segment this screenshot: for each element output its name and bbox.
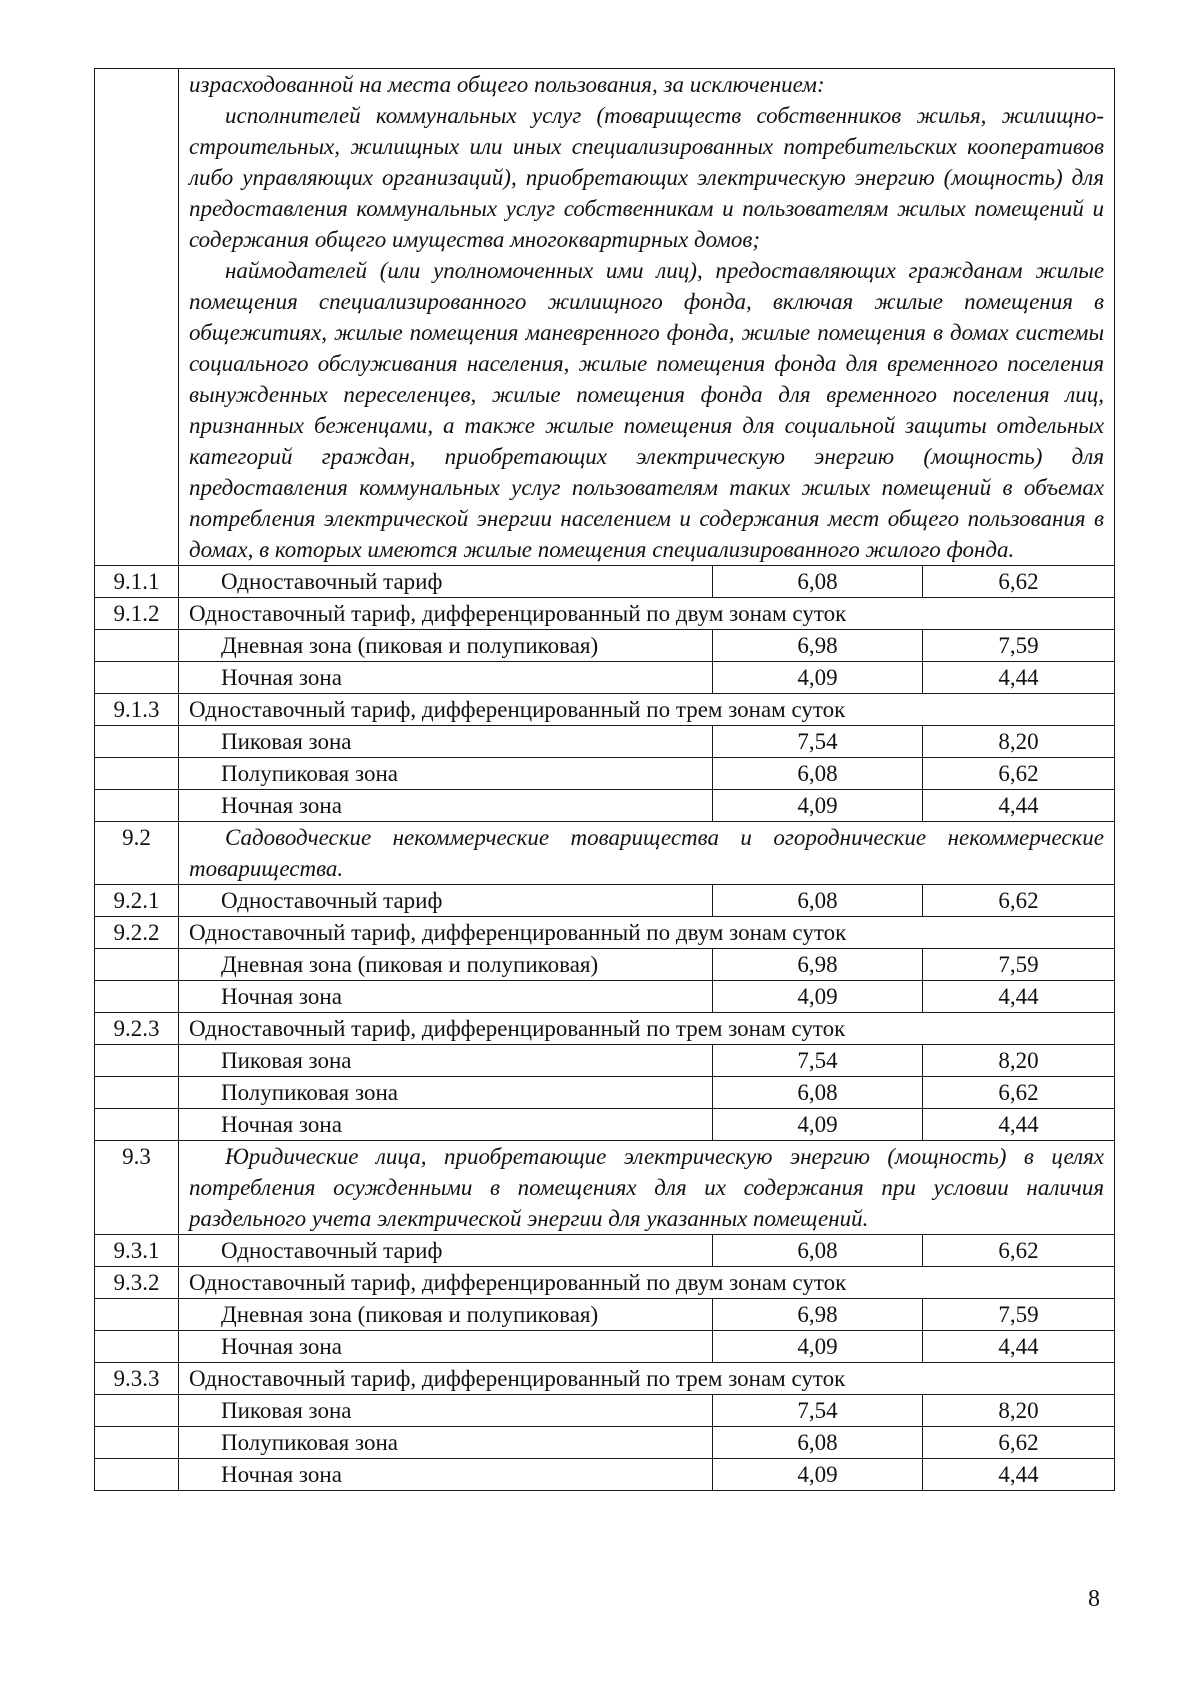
tariff-row xyxy=(95,1459,1115,1491)
row-number xyxy=(95,630,179,662)
tariff-group-label: Одноставочный тариф, дифференцированный по трем зонам суток xyxy=(179,1363,1115,1395)
tariff-value-2: 8,20 xyxy=(923,726,1115,758)
tariff-value-1: 7,54 xyxy=(713,726,923,758)
tariff-row xyxy=(95,566,1115,598)
tariff-value-2: 6,62 xyxy=(923,1235,1115,1267)
intro-paragraph-3: наймодателей (или уполномоченных ими лиц), предоставляющих гражданам жилые помещения специализированного жилищного фонда, включая жилые помещения в общежитиях, жилые помещения маневренного фонда, жилые помещения в домах системы социального обслуживания населения, жилые помещения фонда для временного поселения вынужденных переселенцев, жилые помещения фонда для временного поселения лиц, признанных беженцами, а также жилые помещения для социальной защиты отдельных категорий граждан, приобретающих электрическую энергию (мощность) для предоставления коммунальных услуг пользователям таких жилых помещений в объемах потребления электрической энергии населением и содержания мест общего пользования в домах, в которых имеются жилые помещения специализированного жилого фонда. xyxy=(189,258,1105,562)
section-header-row xyxy=(95,822,1115,885)
tariff-label: Ночная зона xyxy=(179,662,713,694)
tariff-value-1: 4,09 xyxy=(713,1459,923,1491)
tariff-value-1: 6,08 xyxy=(713,1427,923,1459)
row-number: 9.3.2 xyxy=(95,1267,179,1299)
row-number: 9.1.3 xyxy=(95,694,179,726)
tariff-value-2: 7,59 xyxy=(923,949,1115,981)
row-number xyxy=(95,1427,179,1459)
row-number xyxy=(95,1459,179,1491)
tariff-label: Одноставочный тариф xyxy=(179,566,713,598)
row-number xyxy=(95,949,179,981)
tariff-row xyxy=(95,662,1115,694)
tariff-value-2: 4,44 xyxy=(923,1109,1115,1141)
tariff-value-1: 6,08 xyxy=(713,885,923,917)
tariff-value-2: 6,62 xyxy=(923,566,1115,598)
intro-text-cell xyxy=(179,69,1115,566)
section-title-cell xyxy=(179,1141,1115,1235)
tariff-label: Ночная зона xyxy=(179,1109,713,1141)
tariff-label: Ночная зона xyxy=(179,1331,713,1363)
tariff-value-2: 4,44 xyxy=(923,981,1115,1013)
tariff-value-1: 4,09 xyxy=(713,981,923,1013)
tariff-row xyxy=(95,630,1115,662)
tariff-value-1: 6,08 xyxy=(713,566,923,598)
row-number xyxy=(95,1299,179,1331)
tariff-value-2: 8,20 xyxy=(923,1395,1115,1427)
tariff-group-label: Одноставочный тариф, дифференцированный по двум зонам суток xyxy=(179,598,1115,630)
tariff-label: Одноставочный тариф xyxy=(179,1235,713,1267)
tariff-value-2: 8,20 xyxy=(923,1045,1115,1077)
tariff-group-label: Одноставочный тариф, дифференцированный по трем зонам суток xyxy=(179,694,1115,726)
section-header-row xyxy=(95,1141,1115,1235)
row-number: 9.3.1 xyxy=(95,1235,179,1267)
page-number: 8 xyxy=(1088,1586,1100,1612)
tariff-value-2: 6,62 xyxy=(923,885,1115,917)
row-number xyxy=(95,726,179,758)
tariff-row xyxy=(95,1013,1115,1045)
row-number: 9.2.3 xyxy=(95,1013,179,1045)
tariff-value-1: 4,09 xyxy=(713,662,923,694)
tariff-row xyxy=(95,1109,1115,1141)
tariff-row xyxy=(95,1077,1115,1109)
tariff-value-1: 7,54 xyxy=(713,1045,923,1077)
tariff-label: Пиковая зона xyxy=(179,1045,713,1077)
tariff-value-1: 6,08 xyxy=(713,1077,923,1109)
tariff-label: Полупиковая зона xyxy=(179,1077,713,1109)
tariff-value-2: 4,44 xyxy=(923,662,1115,694)
tariff-value-2: 4,44 xyxy=(923,1459,1115,1491)
section-number: 9.2 xyxy=(95,822,179,885)
tariff-row xyxy=(95,1267,1115,1299)
tariff-value-2: 6,62 xyxy=(923,1427,1115,1459)
tariff-label: Полупиковая зона xyxy=(179,758,713,790)
tariff-value-2: 4,44 xyxy=(923,790,1115,822)
tariff-value-1: 6,08 xyxy=(713,1235,923,1267)
tariff-row xyxy=(95,598,1115,630)
section-title: Садоводческие некоммерческие товарищества и огороднические некоммерческие товарищества. xyxy=(189,825,1105,881)
intro-paragraph-1: израсходованной на места общего пользования, за исключением: xyxy=(189,72,825,97)
row-number xyxy=(95,981,179,1013)
row-number xyxy=(95,1395,179,1427)
tariff-value-1: 4,09 xyxy=(713,1331,923,1363)
row-number: 9.1.2 xyxy=(95,598,179,630)
tariff-value-1: 6,98 xyxy=(713,630,923,662)
section-title-cell xyxy=(179,822,1115,885)
row-number: 9.3.3 xyxy=(95,1363,179,1395)
tariff-value-2: 4,44 xyxy=(923,1331,1115,1363)
tariff-value-1: 4,09 xyxy=(713,1109,923,1141)
tariff-group-label: Одноставочный тариф, дифференцированный по двум зонам суток xyxy=(179,917,1115,949)
tariff-label: Дневная зона (пиковая и полупиковая) xyxy=(179,949,713,981)
tariff-row xyxy=(95,758,1115,790)
tariff-label: Ночная зона xyxy=(179,790,713,822)
intro-number-cell xyxy=(95,69,179,566)
tariff-row xyxy=(95,885,1115,917)
row-number xyxy=(95,1331,179,1363)
tariff-value-1: 6,98 xyxy=(713,949,923,981)
tariff-value-2: 6,62 xyxy=(923,1077,1115,1109)
section-number: 9.3 xyxy=(95,1141,179,1235)
row-number xyxy=(95,662,179,694)
tariff-row xyxy=(95,726,1115,758)
tariff-value-2: 6,62 xyxy=(923,758,1115,790)
tariff-label: Дневная зона (пиковая и полупиковая) xyxy=(179,1299,713,1331)
section-title: Юридические лица, приобретающие электрическую энергию (мощность) в целях потребления осужденными в помещениях для их содержания при условии наличия раздельного учета электрической энергии для указанных помещений. xyxy=(189,1144,1105,1231)
tariff-row xyxy=(95,1395,1115,1427)
tariff-row xyxy=(95,790,1115,822)
tariff-label: Дневная зона (пиковая и полупиковая) xyxy=(179,630,713,662)
tariff-value-1: 6,98 xyxy=(713,1299,923,1331)
tariff-group-label: Одноставочный тариф, дифференцированный по двум зонам суток xyxy=(179,1267,1115,1299)
tariff-row xyxy=(95,694,1115,726)
tariff-row xyxy=(95,917,1115,949)
tariff-label: Пиковая зона xyxy=(179,726,713,758)
row-number xyxy=(95,790,179,822)
row-number: 9.2.1 xyxy=(95,885,179,917)
row-number: 9.1.1 xyxy=(95,566,179,598)
row-number xyxy=(95,758,179,790)
tariff-row xyxy=(95,1331,1115,1363)
tariff-value-1: 7,54 xyxy=(713,1395,923,1427)
tariff-value-2: 7,59 xyxy=(923,1299,1115,1331)
tariff-label: Одноставочный тариф xyxy=(179,885,713,917)
tariff-label: Ночная зона xyxy=(179,981,713,1013)
intro-paragraph-2: исполнителей коммунальных услуг (товариществ собственников жилья, жилищно-строительных, жилищных или иных специализированных потребительских кооперативов либо управляющих организаций), приобретающих электрическую энергию (мощность) для предоставления коммунальных услуг собственникам и пользователям жилых помещений и содержания общего имущества многоквартирных домов; xyxy=(189,103,1105,252)
tariff-value-2: 7,59 xyxy=(923,630,1115,662)
tariff-label: Ночная зона xyxy=(179,1459,713,1491)
intro-row xyxy=(95,69,1115,566)
tariff-label: Полупиковая зона xyxy=(179,1427,713,1459)
tariff-row xyxy=(95,981,1115,1013)
tariff-row xyxy=(95,949,1115,981)
tariff-row xyxy=(95,1235,1115,1267)
tariff-value-1: 6,08 xyxy=(713,758,923,790)
tariff-table xyxy=(94,68,1115,1491)
tariff-value-1: 4,09 xyxy=(713,790,923,822)
tariff-table-body xyxy=(95,69,1115,1491)
tariff-label: Пиковая зона xyxy=(179,1395,713,1427)
row-number xyxy=(95,1077,179,1109)
tariff-group-label: Одноставочный тариф, дифференцированный по трем зонам суток xyxy=(179,1013,1115,1045)
row-number: 9.2.2 xyxy=(95,917,179,949)
tariff-row xyxy=(95,1427,1115,1459)
row-number xyxy=(95,1045,179,1077)
tariff-row xyxy=(95,1363,1115,1395)
tariff-row xyxy=(95,1299,1115,1331)
row-number xyxy=(95,1109,179,1141)
tariff-row xyxy=(95,1045,1115,1077)
